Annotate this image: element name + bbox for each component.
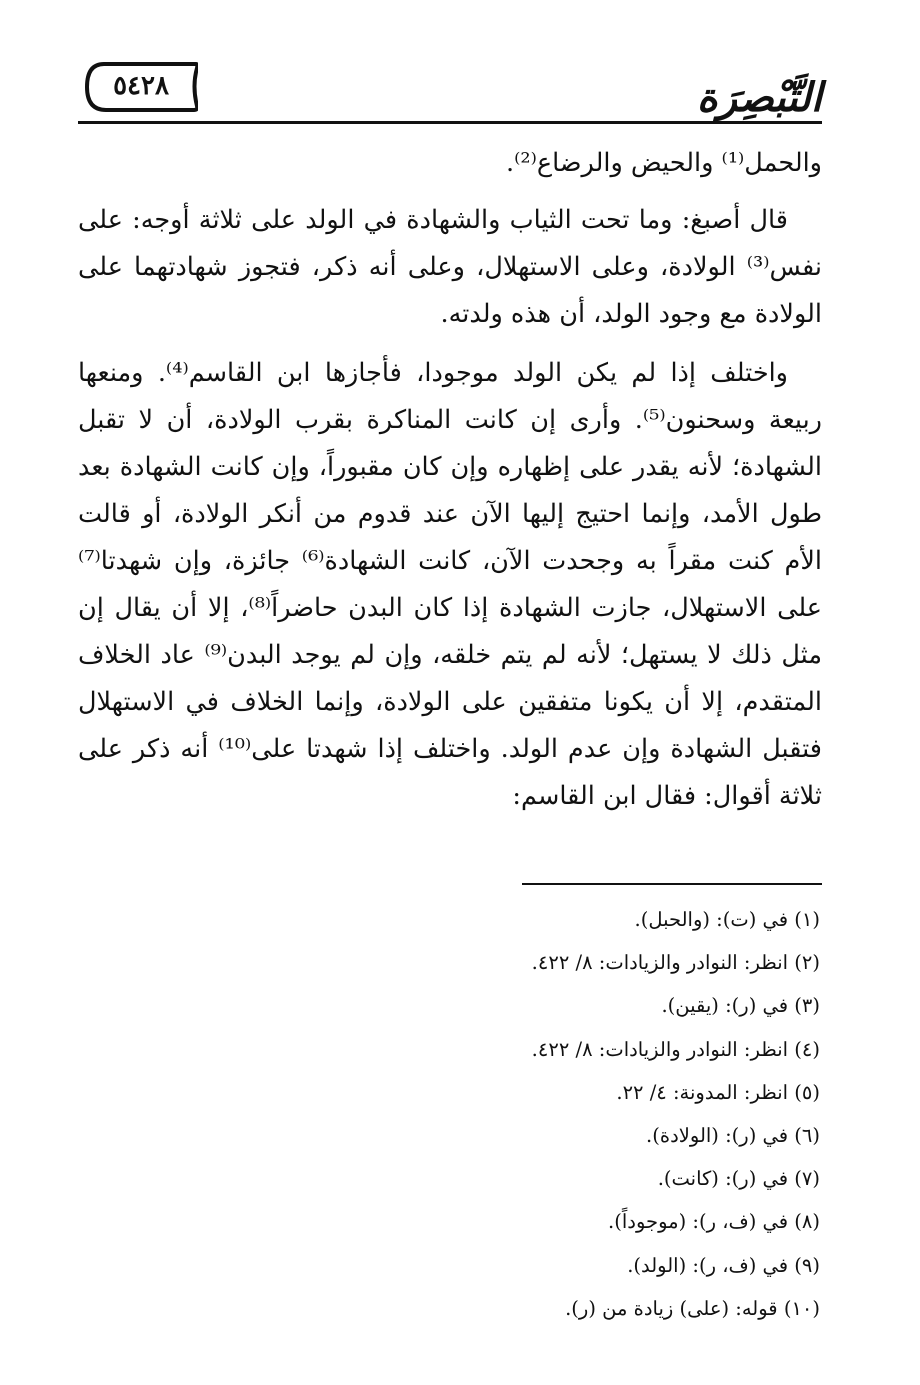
page-header bbox=[78, 58, 822, 124]
footnote-3: (٣) في (ر): (يقين). bbox=[661, 994, 820, 1018]
footnote-5: (٥) انظر: المدونة: ٤/ ٢٢. bbox=[616, 1080, 820, 1104]
paragraph-2: قال أصبغ: وما تحت الثياب والشهادة في الولد على ثلاثة أوجه: على نفس⁽³⁾ الولادة، وعلى الاستهلال، وعلى أنه ذكر، فتجوز شهادتهما على الولادة مع وجود الولد، أن هذه ولدته. bbox=[78, 205, 822, 329]
footnote-7: (٧) في (ر): (كانت). bbox=[657, 1167, 820, 1191]
paragraph-3: واختلف إذا لم يكن الولد موجودا، فأجازها ابن القاسم⁽⁴⁾. ومنعها ربيعة وسحنون⁽⁵⁾. وأرى إن كانت المناكرة بقرب الولادة، أن لا تقبل الشهادة؛ لأنه يقدر على إظهاره وإن كان مقبوراً، وإن كانت الشهادة بعد طول الأمد، وإنما احتيج إليها الآن عند قدوم من أنكر الولادة، أو قالت الأم كنت مقراً به وجحدت الآن، كانت الشهادة⁽⁶⁾ جائزة، وإن شهدتا⁽⁷⁾ على الاستهلال، جازت الشهادة إذا كان البدن حاضراً⁽⁸⁾، إلا أن يقال إن مثل ذلك لا يستهل؛ لأنه لم يتم خلقه، وإن لم يوجد البدن⁽⁹⁾ عاد الخلاف المتقدم، إلا أن يكونا متفقين على الولادة، وإنما الخلاف في الاستهلال فتقبل الشهادة وإن عدم الولد. واختلف إذا شهدتا على⁽¹⁰⁾ أنه ذكر على ثلاثة أقوال: فقال ابن القاسم: bbox=[78, 358, 822, 811]
page-number: ٥٤٢٨ bbox=[113, 71, 169, 101]
book-title: التَّبْصِرَة bbox=[696, 74, 822, 121]
footnote-10: (١٠) قوله: (على) زيادة من (ر). bbox=[565, 1296, 820, 1320]
footnote-separator bbox=[522, 883, 822, 885]
footnotes bbox=[78, 898, 822, 1330]
footnote-6: (٦) في (ر): (الولادة). bbox=[646, 1124, 820, 1148]
footnote-8: (٨) في (ف، ر): (موجوداً). bbox=[608, 1210, 820, 1234]
header-rule bbox=[78, 121, 822, 124]
main-text bbox=[78, 140, 822, 820]
footnote-9: (٩) في (ف، ر): (الولد). bbox=[627, 1253, 820, 1277]
footnote-2: (٢) انظر: النوادر والزيادات: ٨/ ٤٢٢. bbox=[531, 951, 820, 975]
page-number-badge bbox=[84, 60, 198, 112]
footnote-1: (١) في (ت): (والحبل). bbox=[634, 908, 820, 931]
paragraph-1: والحمل⁽¹⁾ والحيض والرضاع⁽²⁾. bbox=[506, 148, 822, 178]
footnote-4: (٤) انظر: النوادر والزيادات: ٨/ ٤٢٢. bbox=[531, 1037, 820, 1061]
